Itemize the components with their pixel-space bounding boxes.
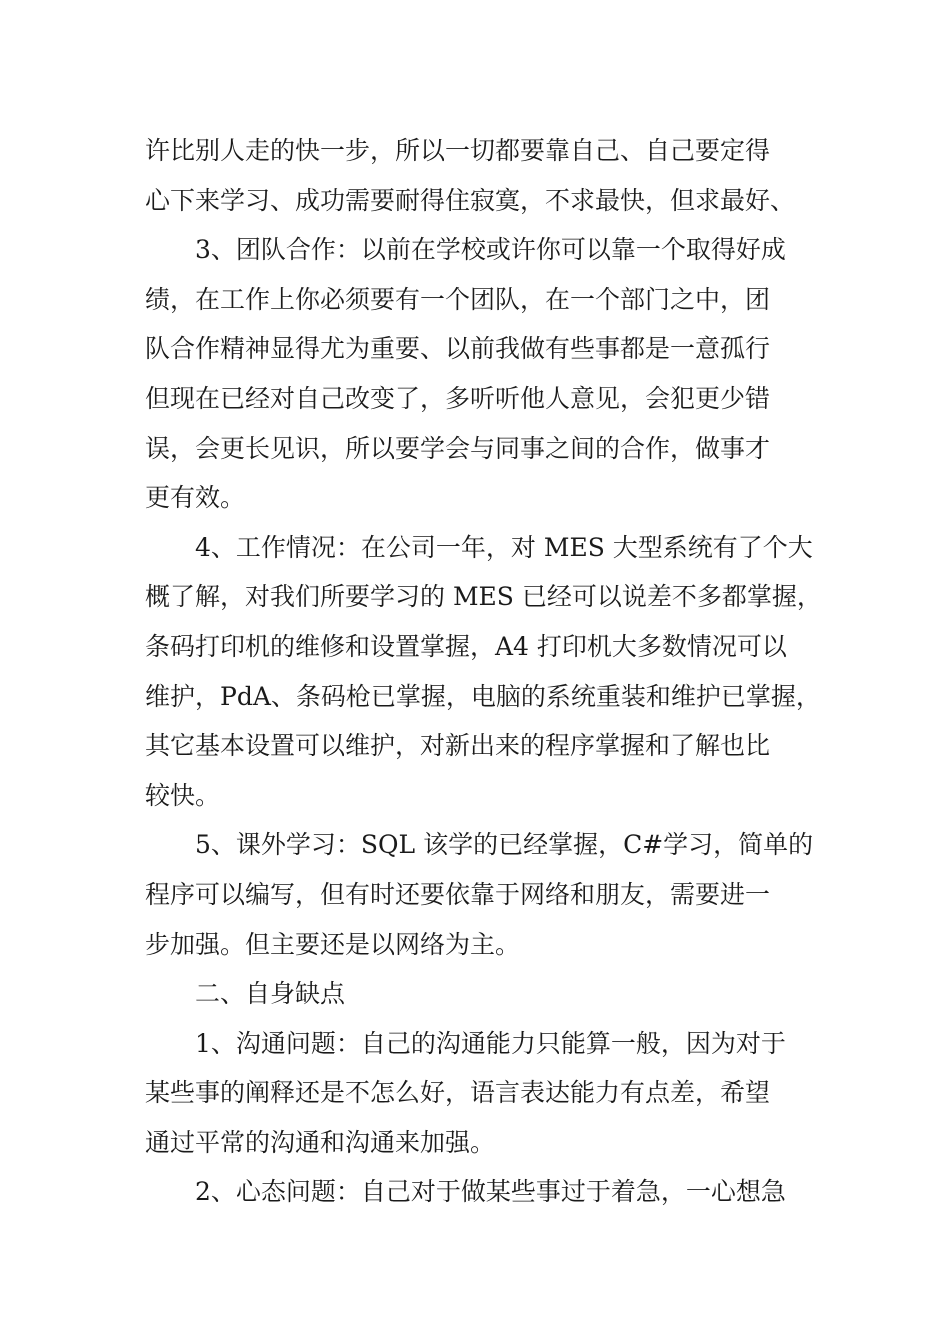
- text-line: 二、自身缺点: [195, 979, 346, 1009]
- body-text: [145, 126, 835, 1217]
- text-line: 心下来学习、成功需要耐得住寂寞，不求最快，但求最好、: [145, 185, 796, 215]
- text-line: 概了解，对我们所要学习的 MES 已经可以说差不多都掌握，: [145, 582, 822, 612]
- text-line: 较快。: [145, 780, 221, 810]
- text-line: 但现在已经对自己改变了，多听听他人意见，会犯更少错: [145, 383, 771, 413]
- text-line: 程序可以编写，但有时还要依靠于网络和朋友，需要进一: [145, 879, 771, 909]
- text-line: 许比别人走的快一步，所以一切都要靠自己、自己要定得: [145, 136, 771, 165]
- text-line: 某些事的阐释还是不怎么好，语言表达能力有点差，希望: [145, 1078, 771, 1108]
- text-line: 4、工作情况：在公司一年，对 MES 大型系统有了个大: [195, 532, 813, 562]
- text-line: 维护，PdA、条码枪已掌握，电脑的系统重装和维护已掌握，: [145, 681, 821, 711]
- text-line: 条码打印机的维修和设置掌握，A4 打印机大多数情况可以: [145, 631, 787, 661]
- text-line: 更有效。: [145, 483, 246, 513]
- text-line: 2、心态问题：自己对于做某些事过于着急，一心想急: [195, 1177, 786, 1207]
- text-line: 队合作精神显得尤为重要、以前我做有些事都是一意孤行: [145, 334, 771, 364]
- text-line: 误，会更长见识，所以要学会与同事之间的合作，做事才: [145, 433, 771, 463]
- text-line: 3、团队合作：以前在学校或许你可以靠一个取得好成: [195, 235, 786, 265]
- text-line: 1、沟通问题：自己的沟通能力只能算一般，因为对于: [195, 1028, 786, 1058]
- text-line: 通过平常的沟通和沟通来加强。: [145, 1127, 496, 1157]
- text-line: 5、课外学习：SQL 该学的已经掌握，C#学习，简单的: [195, 830, 814, 860]
- text-line: 步加强。但主要还是以网络为主。: [145, 929, 521, 959]
- text-line: 其它基本设置可以维护，对新出来的程序掌握和了解也比: [145, 731, 771, 761]
- text-line: 绩，在工作上你必须要有一个团队，在一个部门之中，团: [145, 284, 771, 314]
